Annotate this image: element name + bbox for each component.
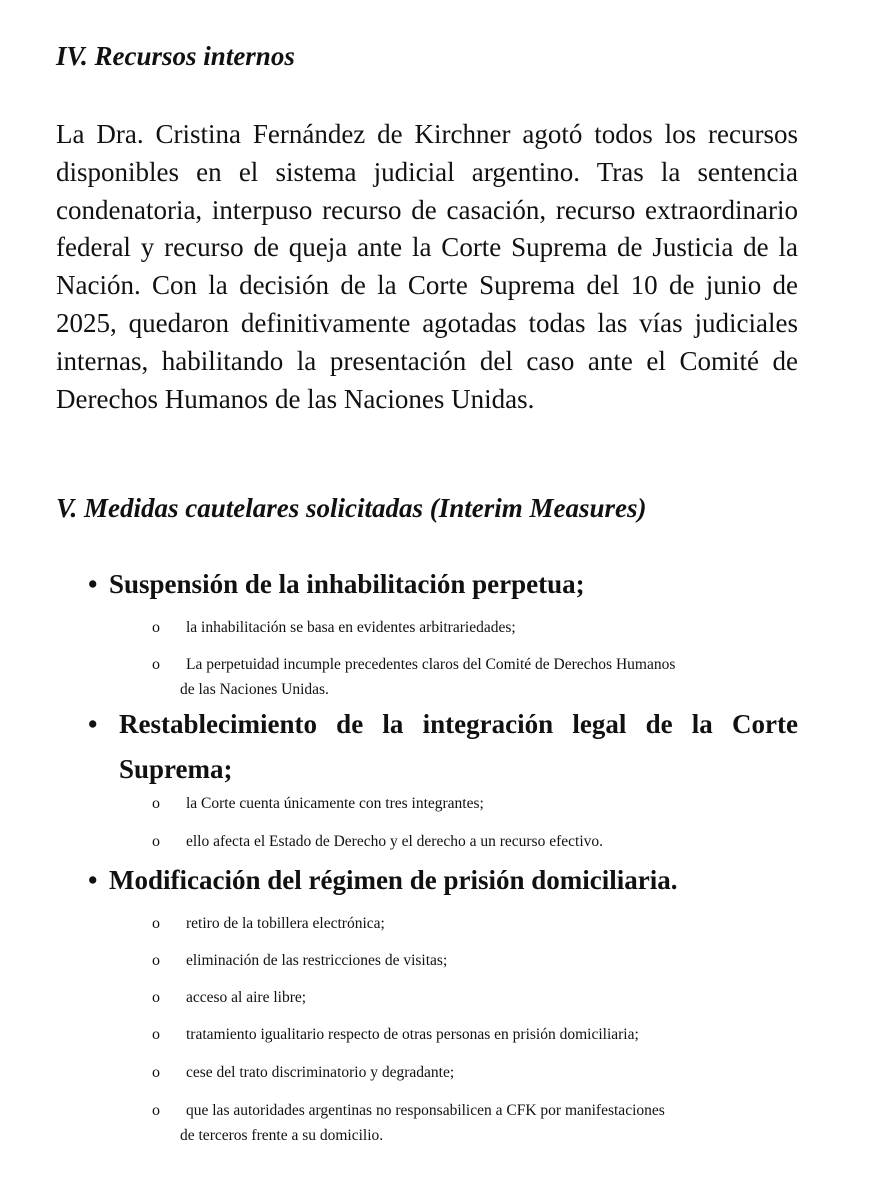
sub-item-text: ello afecta el Estado de Derecho y el derecho a un recurso efectivo.: [186, 833, 603, 850]
sub-item-text-continued: de las Naciones Unidas.: [180, 681, 329, 698]
sub-item-text: cese del trato discriminatorio y degradante;: [186, 1064, 455, 1081]
sub-item: [152, 911, 385, 936]
section-paragraph-recursos-internos: La Dra. Cristina Fernández de Kirchner agotó todos los recursos disponibles en el sistema judicial argentino. Tras la sentencia condenatoria, interpuso recurso de casación, recurso extraordinario federal y recurso de queja ante la Corte Suprema de Justicia de la Nación. Con la decisión de la Corte Suprema del 10 de junio de 2025, quedaron definitivamente agotadas todas las vías judiciales internas, habilitando la presentación del caso ante el Comité de Derechos Humanos de las Naciones Unidas.: [56, 119, 798, 414]
sub-item-text: retiro de la tobillera electrónica;: [186, 915, 385, 932]
sub-bullet-glyph: o: [152, 915, 160, 932]
sub-item: [152, 1022, 639, 1047]
sub-bullet-glyph: o: [152, 1064, 160, 1081]
sub-item: [152, 615, 516, 640]
sub-item: [152, 948, 447, 973]
bullet-item: [88, 858, 677, 903]
sub-item-text: la Corte cuenta únicamente con tres integrantes;: [186, 795, 484, 812]
sub-item-text: eliminación de las restricciones de visitas;: [186, 952, 448, 969]
section-heading-medidas-cautelares: V. Medidas cautelares solicitadas (Interim Measures): [56, 493, 647, 523]
bullet-glyph: •: [88, 709, 98, 739]
sub-item: [152, 652, 675, 702]
sub-item-text-continued: de terceros frente a su domicilio.: [180, 1127, 384, 1144]
sub-item-text: La perpetuidad incumple precedentes claros del Comité de Derechos Humanos: [186, 656, 676, 673]
sub-bullet-glyph: o: [152, 619, 160, 636]
sub-bullet-glyph: o: [152, 795, 160, 812]
sub-bullet-glyph: o: [152, 656, 160, 673]
bullet-item: [88, 562, 585, 607]
bullet-title: Restablecimiento de la integración legal de la Corte Suprema;: [119, 709, 798, 784]
bullet-title: Suspensión de la inhabilitación perpetua;: [109, 569, 585, 599]
bullet-glyph: •: [88, 569, 98, 599]
sub-item-text: tratamiento igualitario respecto de otras personas en prisión domiciliaria;: [186, 1026, 639, 1043]
sub-item: [152, 985, 306, 1010]
sub-item-text: que las autoridades argentinas no responsabilicen a CFK por manifestaciones: [186, 1102, 665, 1119]
sub-item: [152, 1098, 665, 1148]
sub-item: [152, 829, 603, 854]
sub-bullet-glyph: o: [152, 1102, 160, 1119]
sub-bullet-glyph: o: [152, 833, 160, 850]
bullet-item: [88, 702, 798, 792]
section-heading-recursos-internos: IV. Recursos internos: [56, 41, 295, 71]
sub-bullet-glyph: o: [152, 989, 160, 1006]
sub-item: [152, 1060, 454, 1085]
bullet-glyph: •: [88, 865, 98, 895]
sub-bullet-glyph: o: [152, 1026, 160, 1043]
sub-item-text: acceso al aire libre;: [186, 989, 307, 1006]
sub-item-text: la inhabilitación se basa en evidentes arbitrariedades;: [186, 619, 516, 636]
sub-bullet-glyph: o: [152, 952, 160, 969]
bullet-title: Modificación del régimen de prisión domiciliaria.: [109, 865, 678, 895]
sub-item: [152, 791, 484, 816]
